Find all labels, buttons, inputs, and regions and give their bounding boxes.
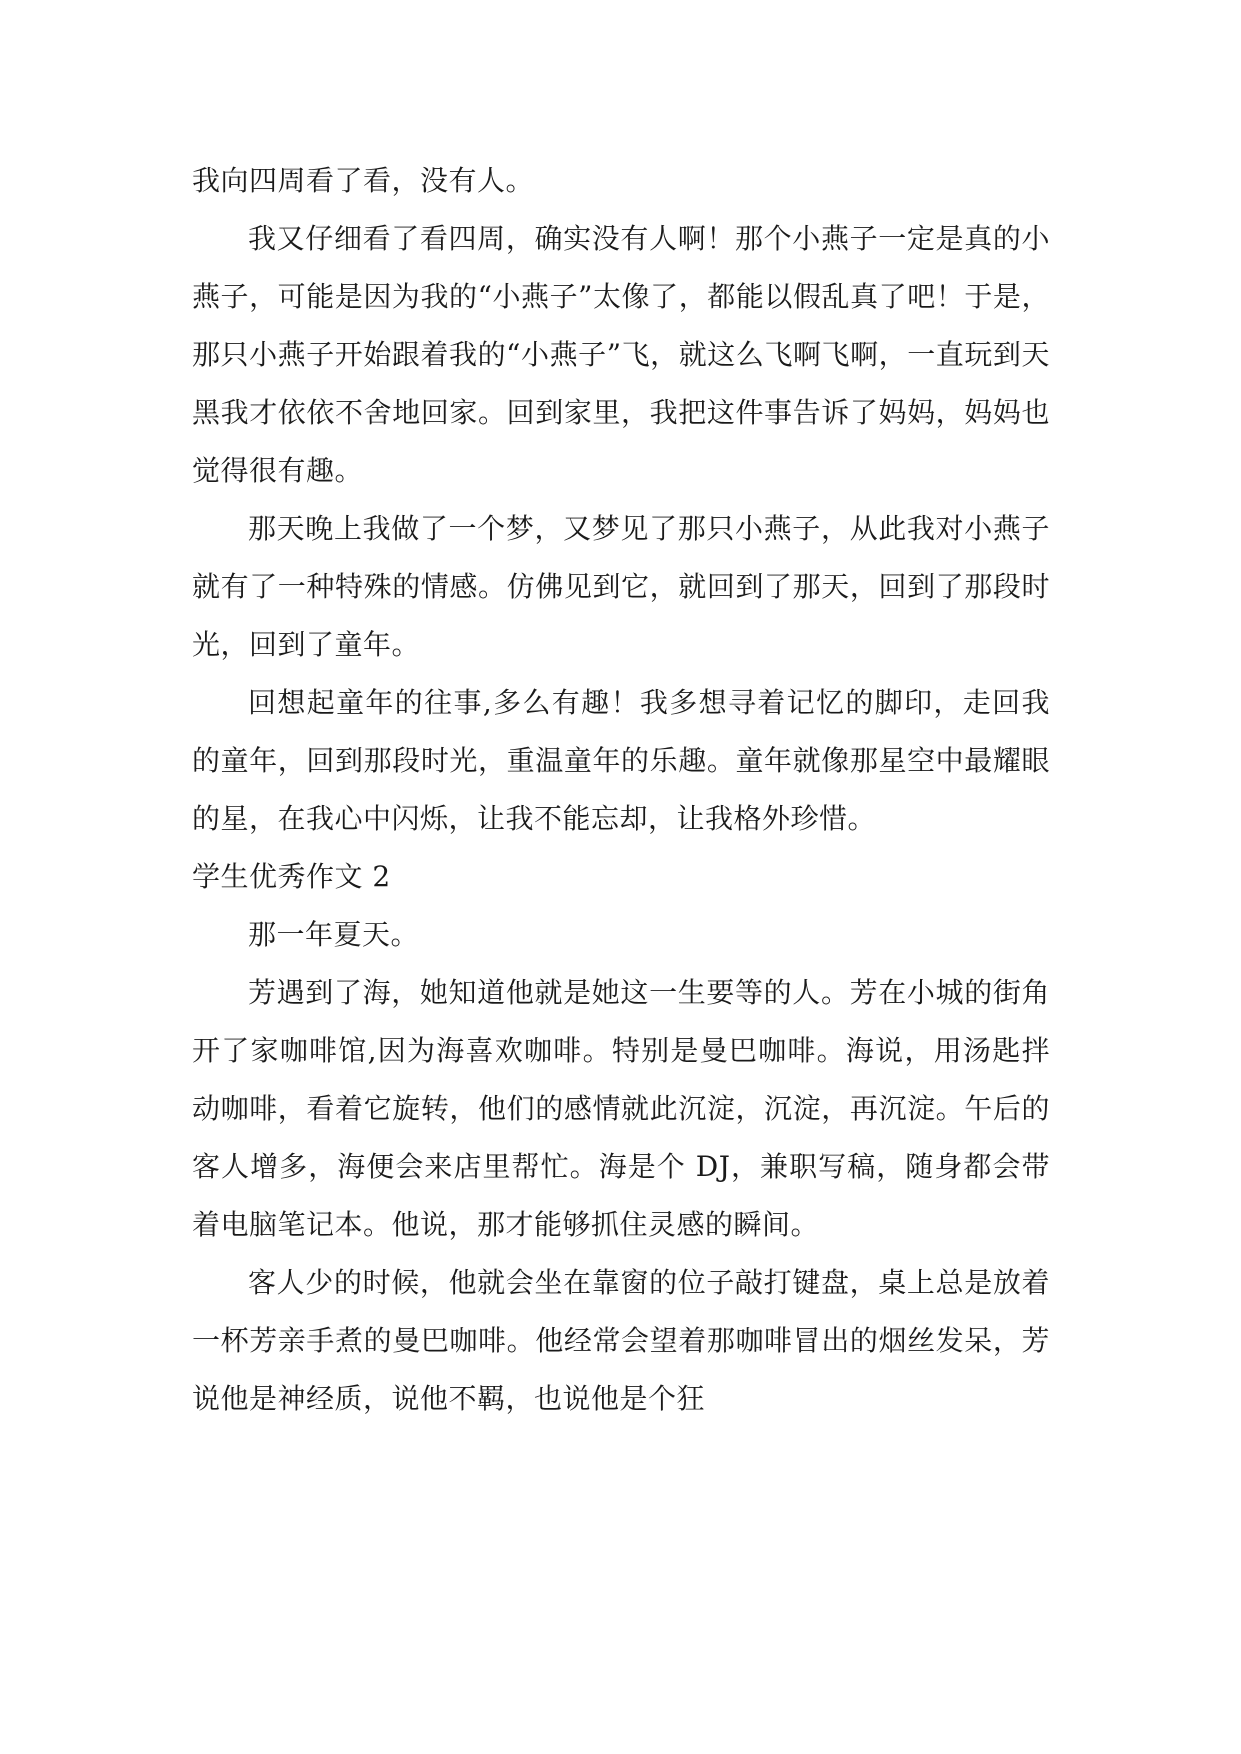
paragraph: 那一年夏天。 [248, 918, 420, 951]
paragraph: 那天晚上我做了一个梦，又梦见了那只小燕子，从此我对小燕子就有了一种特殊的情感。仿佛见到它，就回到了那天，回到了那段时光，回到了童年。 [192, 512, 1050, 661]
section-heading: 学生优秀作文 2 [192, 860, 391, 893]
paragraph: 我向四周看了看，没有人。 [192, 164, 535, 197]
paragraph: 回想起童年的往事,多么有趣！我多想寻着记忆的脚印，走回我的童年，回到那段时光，重温童年的乐趣。童年就像那星空中最耀眼的星，在我心中闪烁，让我不能忘却，让我格外珍惜。 [192, 686, 1050, 835]
paragraph: 我又仔细看了看四周，确实没有人啊！那个小燕子一定是真的小燕子，可能是因为我的“小燕子”太像了，都能以假乱真了吧！于是，那只小燕子开始跟着我的“小燕子”飞，就这么飞啊飞啊，一直玩到天黑我才依依不舍地回家。回到家里，我把这件事告诉了妈妈，妈妈也觉得很有趣。 [192, 222, 1050, 487]
paragraph: 客人少的时候，他就会坐在靠窗的位子敲打键盘，桌上总是放着一杯芳亲手煮的曼巴咖啡。他经常会望着那咖啡冒出的烟丝发呆，芳说他是神经质，说他不羁，也说他是个狂 [192, 1266, 1050, 1415]
paragraph: 芳遇到了海，她知道他就是她这一生要等的人。芳在小城的街角开了家咖啡馆,因为海喜欢咖啡。特别是曼巴咖啡。海说，用汤匙拌动咖啡，看着它旋转，他们的感情就此沉淀，沉淀，再沉淀。午后的客人增多，海便会来店里帮忙。海是个 DJ，兼职写稿，随身都会带着电脑笔记本。他说，那才能够抓住灵感的瞬间。 [192, 976, 1050, 1241]
document-page [192, 152, 1050, 1428]
